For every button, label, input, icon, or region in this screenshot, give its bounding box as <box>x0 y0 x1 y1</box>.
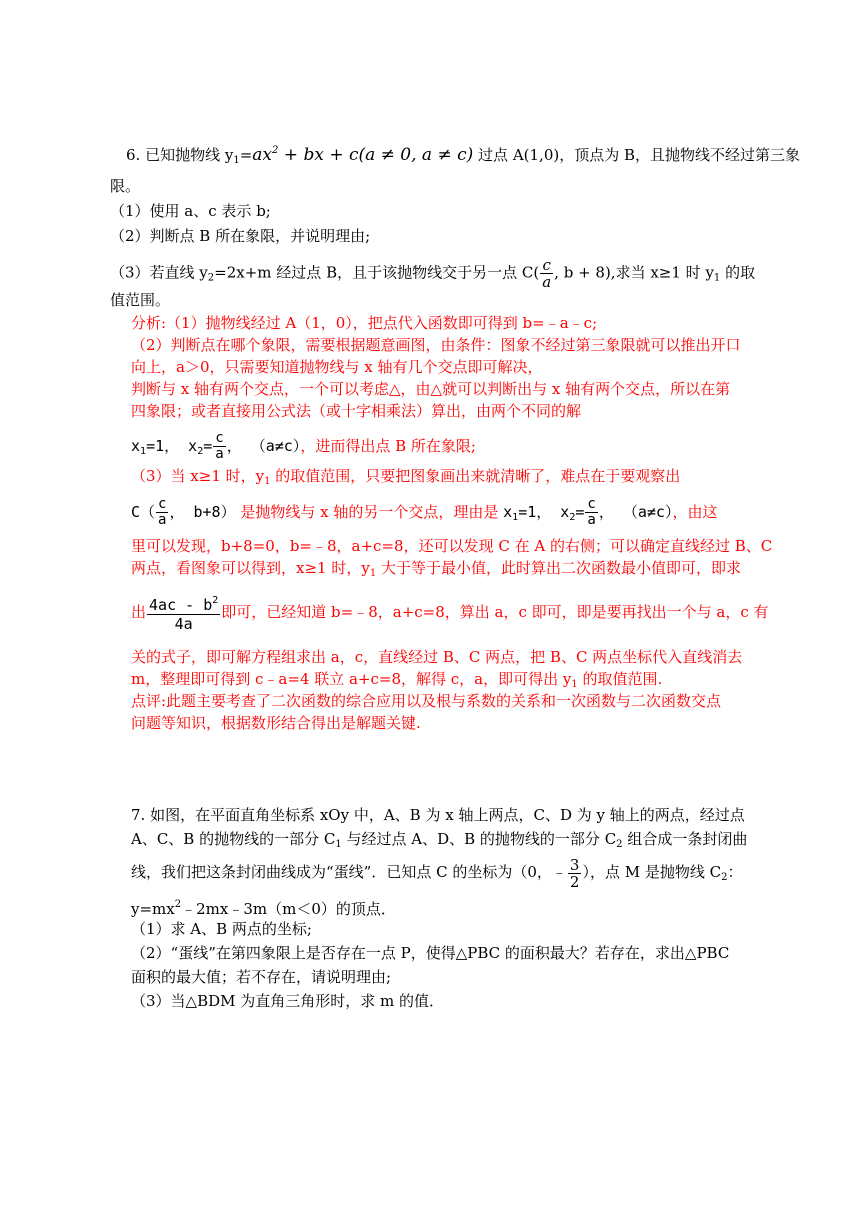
analysis-line13: m，整理即可得到 c﹣a=4 联立 a+c=8，解得 c，a，即可得出 $y_1$ 的取值范围. <box>131 670 663 690</box>
analysis-line2: （2）判断点在哪个象限，需要根据题意画图，由条件：图象不经过第三象限就可以推出开口 <box>131 336 741 354</box>
analysis-line9: 里可以发现，b+8=0，b=﹣8，a+c=8，还可以发现 C 在 A 的右侧；可以确定直线经过 B、C <box>131 537 773 555</box>
min-value-formula-image: $\frac{4ac - b^2}{4a}$ <box>146 603 221 621</box>
q6-part2: （2）判断点 B 所在象限，并说明理由; <box>110 227 371 245</box>
q7-part2-line1: （2）“蛋线”在第四象限上是否存在一点 P，使得△PBC 的面积最大？若存在，求出△PBC <box>131 944 730 962</box>
analysis-line8: C（ $\frac{c}{a}$ ， b+8） 是抛物线与 x 轴的另一个交点，理由是 $x_1=1$， $x_2=$ $\frac{c}{a}$ ， （a≠c），由这 <box>131 496 718 528</box>
analysis-line11: 出 $\frac{4ac - b^2}{4a}$ 即可，已经知道 b=﹣8，a+c=8，算出 a，c 即可，即是要再找出一个与 a，c 有 <box>131 590 769 634</box>
q7-stem-line3: 线，我们把这条封闭曲线成为“蛋线”．已知点 C 的坐标为（0，﹣ $\frac{3}{2}$ ），点 M 是抛物线 $C_2$： <box>131 855 743 891</box>
analysis-line5: 四象限；或者直接用公式法（或十字相乘法）算出，由两个不同的解 <box>131 402 582 420</box>
q7-part3: （3）当△BDM 为直角三角形时，求 m 的值． <box>131 992 445 1010</box>
q6-part3-line1: （3）若直线 $y_2=2x+m$ 经过点 B，且于该抛物线交于另一点 C( $\frac{c}{a}$ , b + 8),求当 x≥1 时 $y_1$ 的取 <box>110 256 756 291</box>
analysis-line6: $x_1=1$， $x_2=$ $\frac{c}{a}$ ， （a≠c），进而得出点 B 所在象限; <box>131 430 476 462</box>
q7-stem-line1: 7. 如图，在平面直角坐标系 xOy 中，A、B 为 x 轴上两点，C、D 为 y 轴上的两点，经过点 <box>131 806 745 824</box>
three-halves-fraction: $\frac{3}{2}$ <box>569 855 580 891</box>
q7-stem-line2: A、C、B 的抛物线的一部分 $C_1$ 与经过点 A、D、B 的抛物线的一部分 $C_2$ 组合成一条封闭曲 <box>131 830 748 850</box>
c-over-a-fraction: $\frac{c}{a}$ <box>542 256 552 291</box>
analysis-line7: （3）当 x≥1 时，$y_1$ 的取值范围，只要把图象画出来就清晰了，难点在于要观察出 <box>131 467 681 487</box>
roots-formula-image: $x_1=1$， $x_2=$ $\frac{c}{a}$ ， （a≠c） <box>131 430 301 462</box>
q6-stem-line1: 6. 已知抛物线 $y_1=ax^2$ + bx + c(a ≠ 0, a ≠ c) 过点 A(1,0)，顶点为 B，且抛物线不经过第三象 <box>126 145 801 166</box>
analysis-line12: 关的式子，即可解方程组求出 a，c，直线经过 B、C 两点，把 B、C 两点坐标代入直线消去 <box>131 648 743 666</box>
q6-stem-line2: 限。 <box>110 177 141 195</box>
q7-part2-line2: 面积的最大值；若不存在，请说明理由; <box>131 968 392 986</box>
analysis-comment-line1: 点评:此题主要考查了二次函数的综合应用以及根与系数的关系和一次函数与二次函数交点 <box>131 692 722 710</box>
roots-formula-image-2: $x_1=1$， $x_2=$ $\frac{c}{a}$ ， （a≠c） <box>503 496 673 528</box>
analysis-comment-line2: 问题等知识，根据数形结合得出是解题关键. <box>131 714 421 732</box>
q7-stem-line4: $y=mx^2﹣2mx﹣3m(m<0)$的顶点． <box>131 899 396 918</box>
q7-part1: （1）求 A、B 两点的坐标; <box>131 920 312 938</box>
analysis-line4: 判断与 x 轴有两个交点，一个可以考虑△，由△就可以判断出与 x 轴有两个交点，所以在第 <box>131 380 731 398</box>
parabola-equation: $ax^2$ + bx + c(a ≠ 0, a ≠ c) <box>252 145 474 165</box>
analysis-line1: 分析:（1）抛物线经过 A（1，0），把点代入函数即可得到 b=﹣a﹣c; <box>131 314 598 332</box>
q6-part1: （1）使用 a、c 表示 b; <box>110 202 271 220</box>
analysis-line3: 向上，a＞0，只需要知道抛物线与 x 轴有几个交点即可解决， <box>131 358 543 376</box>
analysis-line10: 两点，看图象可以得到，x≥1 时，$y_1$ 大于等于最小值，此时算出二次函数最小值即可，即求 <box>131 559 741 579</box>
q6-part3-line2: 值范围。 <box>110 291 171 309</box>
point-c-image: C（ $\frac{c}{a}$ ， b+8） <box>131 496 236 528</box>
